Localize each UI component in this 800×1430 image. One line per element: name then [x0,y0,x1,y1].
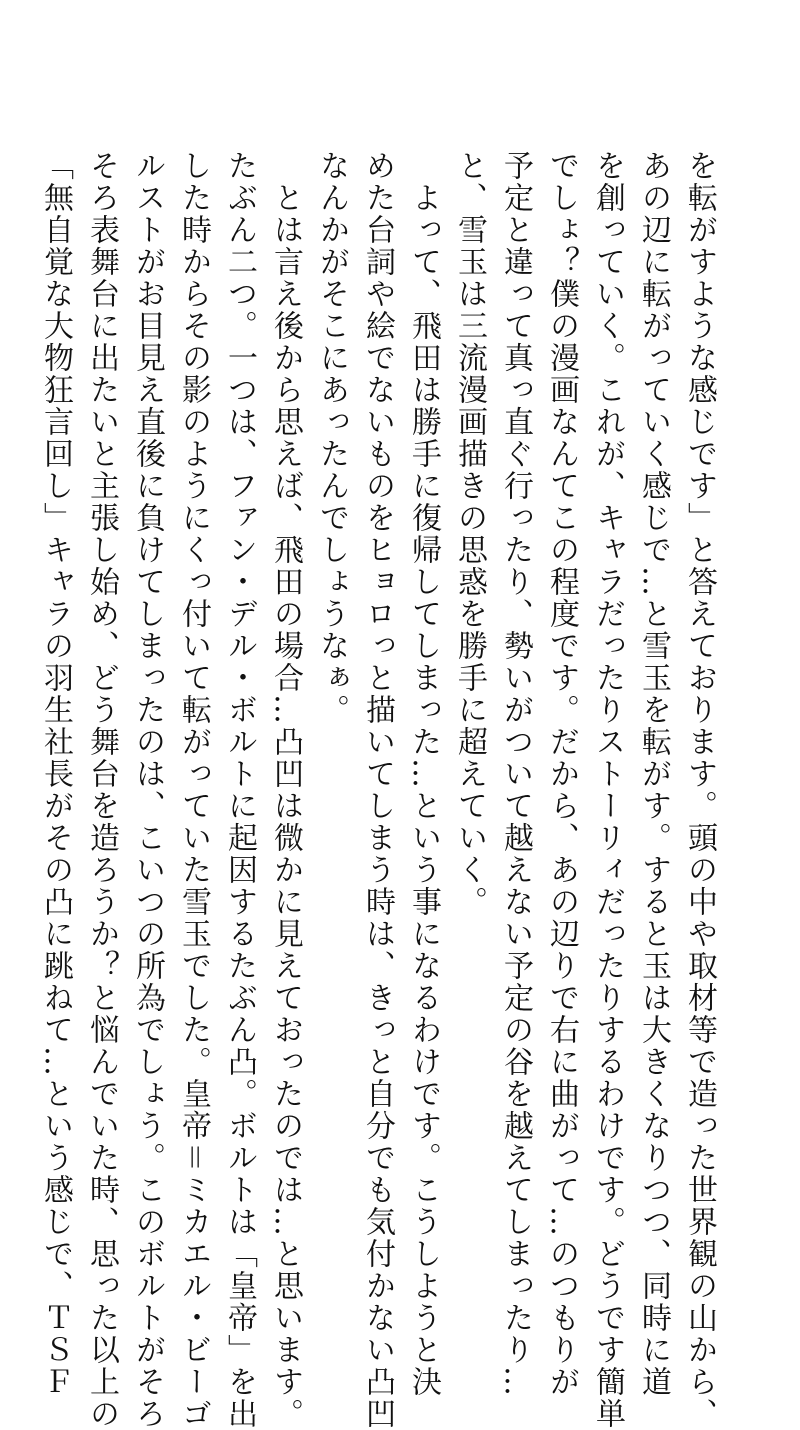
text-line-14: そろ表舞台に出たいと主張し始め、どう舞台を造ろうか？と悩んでいた時、思った以上の [84,150,119,1430]
text-line-1: を転がすような感じです」と答えております。頭の中や取材等で造った世界観の山から、 [682,150,717,1430]
text-line-3: を創っていく。これが、キャラだったりストーリィだったりするわけです。どうです簡単 [590,150,625,1430]
text-line-5: 予定と違って真っ直ぐ行ったり、勢いがついて越えない予定の谷を越えてしまったり… [498,150,533,1398]
text-line-15: 「無自覚な大物狂言回し」キャラの羽生社長がその凸に跳ねて…という感じで、ＴＳＦ [38,150,73,1398]
text-line-2: あの辺に転がっていく感じで…と雪玉を転がす。すると玉は大きくなりつつ、同時に道 [636,150,671,1398]
text-line-4: でしょ？僕の漫画なんてこの程度です。だから、あの辺りで右に曲がって…のつもりが [544,150,579,1398]
text-line-6: と、雪玉は三流漫画描きの思惑を勝手に超えていく。 [452,150,487,918]
text-line-12: した時からその影のようにくっ付いて転がっていた雪玉でした。皇帝＝ミカエル・ビーゴ [176,150,211,1430]
text-line-10: とは言え後から思えば、飛田の場合…凸凹は微かに見えておったのでは…と思います。 [268,150,303,1430]
text-line-7: よって、飛田は勝手に復帰してしまった…という事になるわけです。こうしようと決 [406,150,441,1398]
vertical-text-block [38,150,722,1430]
text-line-13: ルストがお目見え直後に負けてしまったのは、こいつの所為でしょう。このボルトがそろ [130,150,165,1430]
text-line-11: たぶん二つ。一つは、ファン・デル・ボルトに起因するたぶん凸。ボルトは「皇帝」を出 [222,150,257,1430]
text-line-9: なんかがそこにあったんでしょうなぁ。 [314,150,349,726]
text-line-8: めた台詞や絵でないものをヒョロっと描いてしまう時は、きっと自分でも気付かない凸凹 [360,150,395,1430]
